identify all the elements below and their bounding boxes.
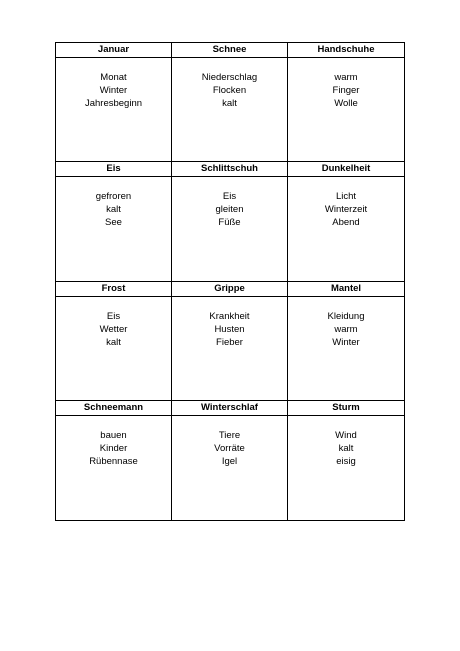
card-word-list xyxy=(172,177,287,229)
card-word: bauen xyxy=(100,429,127,441)
card-word: Fieber xyxy=(216,336,243,348)
card-word: Husten xyxy=(214,323,245,335)
card-januar xyxy=(56,43,172,162)
card-word: Licht xyxy=(335,191,357,203)
card-word: Tiere xyxy=(218,429,241,441)
card-schnee xyxy=(172,43,288,162)
card-frost xyxy=(56,282,172,401)
card-word: Rübennase xyxy=(89,455,138,467)
card-sturm xyxy=(288,401,404,520)
card-word: kalt xyxy=(106,336,121,348)
card-word: Igel xyxy=(221,455,238,467)
card-word: Niederschlag xyxy=(201,72,258,83)
card-mantel xyxy=(288,282,404,401)
card-word: gefroren xyxy=(95,191,132,203)
card-word-list xyxy=(172,297,287,349)
card-title: Januar xyxy=(56,43,171,58)
card-word-list xyxy=(56,58,171,110)
card-word: Abend xyxy=(332,217,360,229)
card-grippe xyxy=(172,282,288,401)
card-word: eisig xyxy=(336,455,356,467)
card-word-list xyxy=(56,416,171,468)
card-word: Eis xyxy=(222,191,237,203)
card-schneemann xyxy=(56,401,172,520)
card-title: Handschuhe xyxy=(288,43,404,58)
card-title: Grippe xyxy=(172,282,287,297)
card-word: gleiten xyxy=(215,204,244,216)
card-eis xyxy=(56,162,172,281)
card-title: Eis xyxy=(56,162,171,177)
card-word-list xyxy=(288,58,404,110)
card-title: Dunkelheit xyxy=(288,162,404,177)
card-word-list xyxy=(288,416,404,468)
card-title: Frost xyxy=(56,282,171,297)
card-title: Schlittschuh xyxy=(172,162,287,177)
card-word: Jahresbeginn xyxy=(84,98,143,109)
card-word: Krankheit xyxy=(209,310,250,322)
card-word: Kleidung xyxy=(327,310,365,322)
card-word: warm xyxy=(334,72,358,83)
card-word: kalt xyxy=(338,442,354,454)
card-word: kalt xyxy=(222,98,237,109)
taboo-card-sheet xyxy=(55,42,405,521)
card-word: See xyxy=(105,217,122,229)
card-word-list xyxy=(288,297,404,349)
card-title: Winterschlaf xyxy=(172,401,287,416)
card-word-list xyxy=(172,58,287,110)
card-title: Sturm xyxy=(288,401,404,416)
card-word: Winter xyxy=(332,336,360,348)
card-title: Schneemann xyxy=(56,401,171,416)
card-word: Vorräte xyxy=(214,442,245,454)
card-word: Wind xyxy=(335,429,357,441)
card-word: Flocken xyxy=(212,85,247,96)
card-word: Füße xyxy=(218,217,241,229)
card-word: Wolle xyxy=(334,98,358,109)
card-word-list xyxy=(56,177,171,229)
card-word: Winterzeit xyxy=(324,204,368,216)
card-word: Finger xyxy=(332,85,360,96)
card-word: Winter xyxy=(99,85,128,96)
card-handschuhe xyxy=(288,43,404,162)
card-word: Eis xyxy=(106,310,121,322)
card-word: kalt xyxy=(106,204,121,216)
card-schlittschuh xyxy=(172,162,288,281)
card-title: Mantel xyxy=(288,282,404,297)
card-word-list xyxy=(288,177,404,229)
card-word: Monat xyxy=(100,72,127,83)
card-word: Kinder xyxy=(99,442,128,454)
card-title: Schnee xyxy=(172,43,287,58)
card-winterschlaf xyxy=(172,401,288,520)
card-word-list xyxy=(172,416,287,468)
card-dunkelheit xyxy=(288,162,404,281)
card-word: warm xyxy=(334,323,358,335)
card-word-list xyxy=(56,297,171,349)
card-word: Wetter xyxy=(99,323,128,335)
